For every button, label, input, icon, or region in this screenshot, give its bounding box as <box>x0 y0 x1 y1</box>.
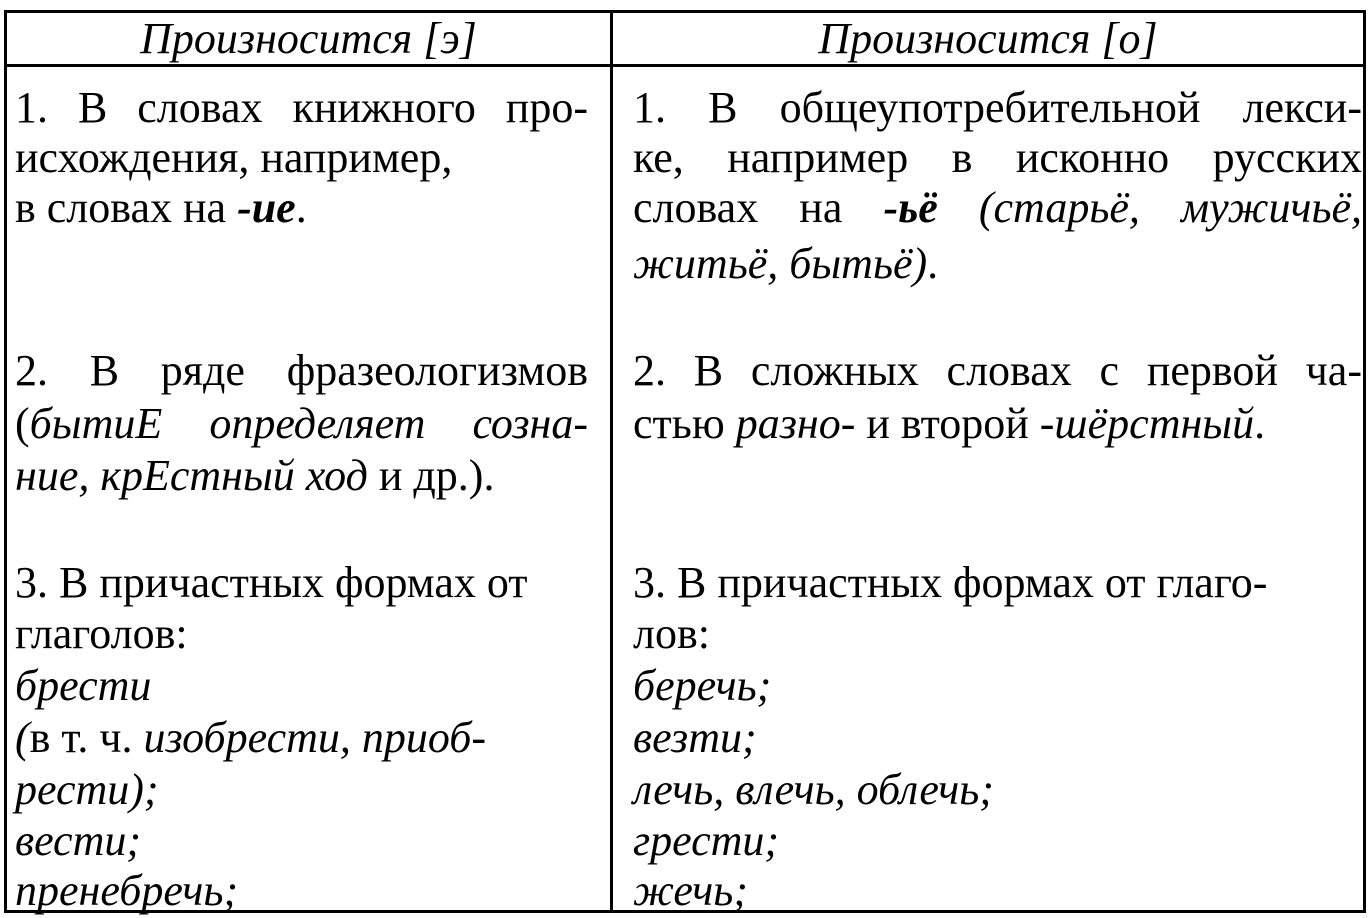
left-item1-line2: исхождения, например, <box>15 133 453 182</box>
left-item3-line6: вести; <box>15 816 142 865</box>
column-divider <box>610 10 613 913</box>
left-item2-line1: 2. В ряде фразеологизмов <box>15 346 588 395</box>
right-item1-line2: ке, например в исконно русских <box>633 133 1362 182</box>
right-item2-line1: 2. В сложных словах с первой ча- <box>633 346 1362 395</box>
header-right: Произносится [о] <box>818 14 1158 63</box>
right-item3-line1: 3. В причастных формах от глаго- <box>633 558 1268 607</box>
right-item3-line7: жечь; <box>633 866 748 915</box>
right-item1-line4: житьё, бытьё). <box>633 239 939 288</box>
left-item3-line3: брести <box>15 661 152 710</box>
header-left: Произносится [э] <box>140 14 477 63</box>
left-item3-line7: пренебречь; <box>15 866 239 915</box>
header-divider <box>4 64 1366 67</box>
left-item1-line3: в словах на -ие. <box>15 183 307 232</box>
right-item3-line2: лов: <box>633 609 710 658</box>
right-item3-line6: грести; <box>633 816 780 865</box>
left-item3-line1: 3. В причастных формах от <box>15 558 528 607</box>
left-item2-line3: ние, крЕстный ход и др.). <box>15 451 495 500</box>
left-item3-line2: глаголов: <box>15 609 188 658</box>
right-item3-line5: лечь, влечь, облечь; <box>633 765 994 814</box>
left-item3-line4: (в т. ч. изобрести, приоб- <box>15 713 487 762</box>
right-item3-line4: везти; <box>633 713 757 762</box>
left-item2-line2: (бытиЕ определяет созна- <box>15 399 588 448</box>
right-item3-line3: беречь; <box>633 661 772 710</box>
right-item1-line3: словах на -ьё (старьё, мужичьё, <box>633 183 1362 232</box>
left-item1-line1: 1. В словах книжного про- <box>15 83 588 132</box>
left-item3-line5: рести); <box>15 765 159 814</box>
right-item2-line2: стью разно- и второй -шёрстный. <box>633 399 1266 448</box>
right-item1-line1: 1. В общеупотребительной лекси- <box>633 83 1362 132</box>
